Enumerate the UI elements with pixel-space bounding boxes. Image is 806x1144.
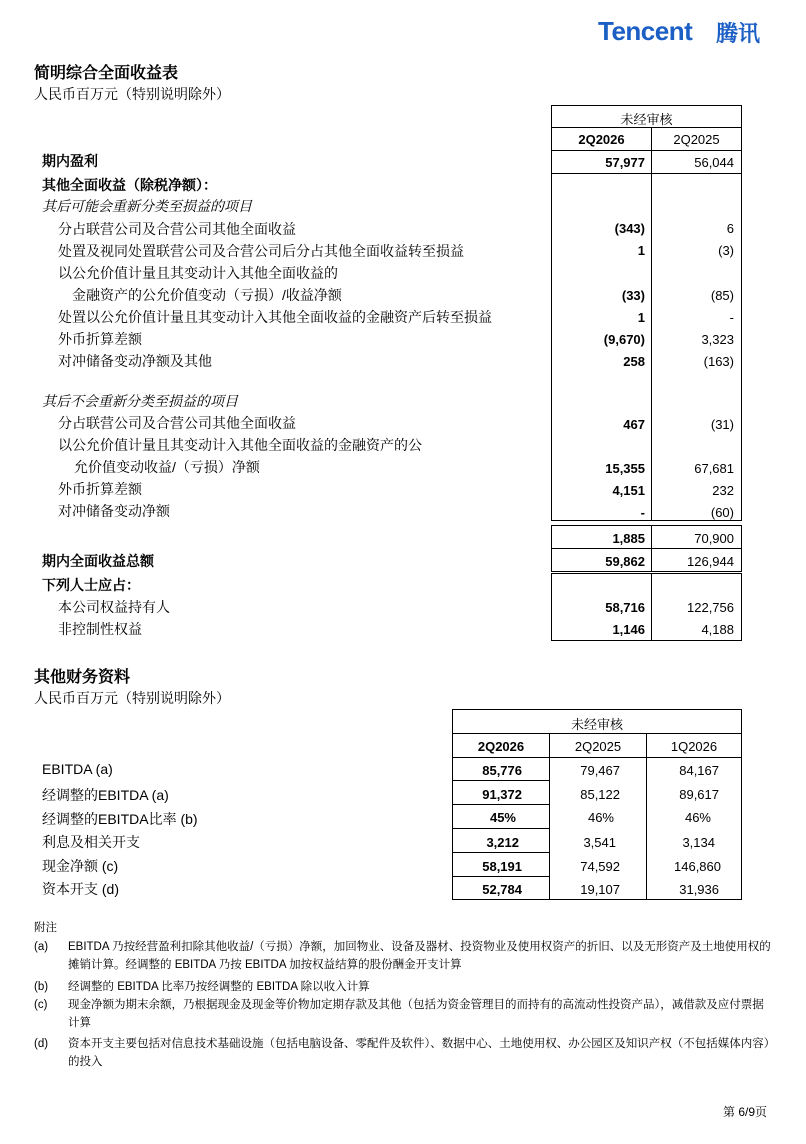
row-value: - [640, 505, 645, 520]
row-label-fvoci-line2: 金融资产的公允价值变动（亏损）/收益净额 [72, 287, 342, 303]
row-value: 84,167 [679, 763, 719, 778]
row-value: 258 [623, 354, 645, 369]
row-value: 79,467 [580, 763, 620, 778]
row-label-fx-diff-2: 外币折算差额 [58, 481, 142, 497]
row-value-total: 59,862 [605, 554, 645, 569]
row-value: (85) [710, 288, 734, 303]
row-value: 232 [712, 483, 734, 498]
logo-text-cn: 腾讯 [716, 22, 761, 47]
table2-group-header: 未经审核 [570, 717, 623, 732]
section2-title: 其他财务资料 [34, 669, 131, 686]
row-value: (60) [710, 505, 734, 520]
row-value: 146,860 [674, 859, 721, 874]
section1-subtitle: 人民币百万元（特别说明除外） [34, 86, 230, 102]
tencent-logo [598, 14, 764, 48]
row-value: 91,372 [482, 787, 522, 802]
notes-title: 附注 [34, 922, 57, 934]
row-value-total: 126,944 [687, 554, 734, 569]
logo-text-en: Tencent [598, 16, 693, 46]
row-value: (343) [614, 221, 645, 236]
row-value: (9,670) [603, 332, 645, 347]
note-text-c: 现金净额为期末余额，乃根据现金及现金等价物加定期存款及其他（包括为资金管理目的而持有的高流动性投资产品），减借款及应付票据计算 [68, 999, 764, 1029]
row-value: 31,936 [679, 882, 719, 897]
row-value-subtotal: 70,900 [694, 531, 734, 546]
table1-group-header: 未经审核 [620, 112, 673, 127]
row-value: (33) [621, 288, 645, 303]
row-value-subtotal: 1,885 [612, 531, 645, 546]
row-label-ebitda: EBITDA (a) [42, 761, 113, 777]
note-label-c: (c) [34, 999, 48, 1011]
row-value: 85,122 [580, 787, 620, 802]
table2-col1-header: 2Q2026 [477, 739, 525, 754]
row-label-disposal-fvoci: 处置以公允价值计量且其变动计入其他全面收益的金融资产后转至损益 [58, 309, 492, 325]
row-value: 52,784 [482, 882, 522, 897]
row-value: 3,541 [583, 835, 616, 850]
row-label-nci: 非控制性权益 [58, 621, 142, 637]
row-label-share-oci-assoc: 分占联营公司及合营公司其他全面收益 [58, 221, 296, 237]
row-value: 74,592 [580, 859, 620, 874]
row-label-reclassifiable-header: 其后可能会重新分类至损益的项目 [42, 198, 252, 214]
page-number: 第 6/9页 [723, 1105, 768, 1119]
table2-col2-header: 2Q2025 [574, 739, 622, 754]
row-label-share-oci-assoc-2: 分占联营公司及合营公司其他全面收益 [58, 415, 296, 431]
row-label-hedge-2: 对冲储备变动净额 [58, 503, 170, 519]
row-label-net-cash: 现金净额 (c) [42, 858, 119, 874]
row-label-profit: 期内盈利 [42, 153, 98, 169]
row-label-equity-holders: 本公司权益持有人 [58, 599, 170, 615]
row-value: 58,716 [605, 600, 645, 615]
row-value-profit-2q2025: 56,044 [694, 155, 734, 170]
row-value: 3,134 [682, 835, 715, 850]
row-value: 46% [684, 810, 711, 825]
row-label-fvoci-equity-line2: 允价值变动收益/（亏损）净额 [74, 459, 260, 475]
row-value: 1 [637, 243, 645, 258]
row-value: 45% [489, 810, 516, 825]
row-label-adj-ebitda: 经调整的EBITDA (a) [42, 787, 169, 803]
note-text-a: EBITDA 乃按经营盈利扣除其他收益/（亏损）净额，加回物业、设备及器材、投资物业及使用权资产的折旧、以及无形资产及土地使用权的摊销计算。经调整的 EBITDA 乃按 EBITDA 加按权益结算的股份酬金开支计算 [68, 941, 771, 971]
table2-col3-header: 1Q2026 [670, 739, 718, 754]
section2-subtitle: 人民币百万元（特别说明除外） [34, 690, 230, 706]
row-label-oci-header: 其他全面收益（除税净额）： [42, 177, 217, 193]
row-value: 6 [726, 221, 734, 236]
row-value: 3,323 [701, 332, 734, 347]
note-label-b: (b) [34, 981, 49, 993]
row-value: 89,617 [679, 787, 719, 802]
row-value: 15,355 [605, 461, 645, 476]
row-value: 3,212 [486, 835, 519, 850]
row-label-attributable: 下列人士应占： [42, 577, 140, 593]
row-label-fx-diff: 外币折算差额 [58, 331, 142, 347]
row-label-total-comprehensive: 期内全面收益总额 [42, 553, 154, 569]
section1-title: 简明综合全面收益表 [34, 65, 179, 82]
row-value: 4,151 [612, 483, 645, 498]
row-value-profit-2q2026: 57,977 [605, 155, 645, 170]
row-value: 122,756 [687, 600, 734, 615]
note-label-a: (a) [34, 941, 49, 953]
row-value: 467 [623, 417, 645, 432]
row-value: 19,107 [580, 882, 620, 897]
row-value: (31) [710, 417, 734, 432]
row-value: 67,681 [694, 461, 734, 476]
row-label-capex: 资本开支 (d) [42, 881, 119, 897]
row-value: 85,776 [482, 763, 522, 778]
table1-col1-header: 2Q2026 [578, 132, 625, 147]
row-value: 1,146 [612, 622, 645, 637]
row-label-fvoci-equity-line1: 以公允价值计量且其变动计入其他全面收益的金融资产的公 [58, 437, 422, 453]
row-value: (3) [718, 243, 734, 258]
row-value: - [729, 310, 734, 325]
row-label-adj-ebitda-margin: 经调整的EBITDA比率 (b) [42, 811, 198, 827]
row-label-interest: 利息及相关开支 [42, 834, 140, 850]
note-text-d: 资本开支主要包括对信息技术基础设施（包括电脑设备、零配件及软件）、数据中心、土地使用权、办公园区及知识产权（不包括媒体内容）的投入 [68, 1038, 770, 1068]
note-text-b: 经调整的 EBITDA 比率乃按经调整的 EBITDA 除以收入计算 [68, 981, 370, 993]
row-label-hedge-other: 对冲储备变动净额及其他 [58, 353, 212, 369]
row-label-nonreclassifiable-header: 其后不会重新分类至损益的项目 [42, 393, 238, 409]
row-label-disposal-assoc: 处置及视同处置联营公司及合营公司后分占其他全面收益转至损益 [58, 243, 464, 259]
row-value: (163) [703, 354, 734, 369]
row-label-fvoci-line1: 以公允价值计量且其变动计入其他全面收益的 [58, 265, 338, 281]
note-label-d: (d) [34, 1038, 49, 1050]
row-value: 4,188 [701, 622, 734, 637]
row-value: 1 [637, 310, 645, 325]
row-value: 58,191 [482, 859, 522, 874]
table1-col2-header: 2Q2025 [673, 132, 720, 147]
row-value: 46% [587, 810, 614, 825]
